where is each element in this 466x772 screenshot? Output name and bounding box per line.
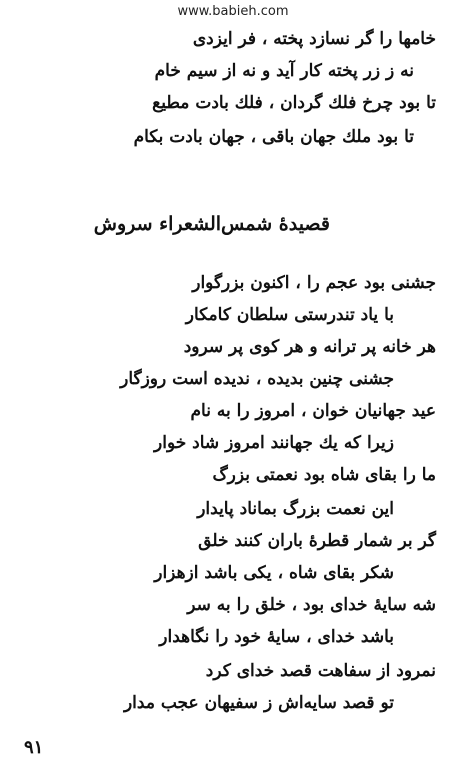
poem-line: عید جهانیان خوان ، امروز را به نام — [190, 401, 436, 421]
poem-line: ما را بقای شاه بود نعمتی بزرگ — [212, 465, 436, 485]
poem-line: نمرود از سفاهت قصد خدای کرد — [205, 661, 436, 681]
poem-line: باشد خدای ، سایهٔ خود را نگاهدار — [159, 627, 394, 647]
poem-line: این نعمت بزرگ بماناد پایدار — [197, 499, 394, 519]
poem-line: هر خانه پر ترانه و هر کوی پر سرود — [183, 337, 436, 357]
poem-line: نه ز زر پخته کار آید و نه از سیم خام — [154, 61, 414, 81]
poem-line: شه سایهٔ خدای بود ، خلق را به سر — [187, 595, 436, 615]
section-title: قصيدهٔ شمس‌الشعراء سروش — [93, 213, 330, 235]
poem-line: جشنی چنین بدیده ، ندیده است روزگار — [120, 369, 394, 389]
poem-line: گر بر شمار قطرهٔ باران کنند خلق — [198, 531, 436, 551]
page-number: ۹۱ — [24, 737, 44, 758]
poem-line: جشنی بود عجم را ، اکنون بزرگوار — [192, 273, 436, 293]
poem-line: زیرا که یك جهانند امروز شاد خوار — [154, 433, 394, 453]
poem-line: تا بود ملك جهان باقی ، جهان بادت بكام — [133, 127, 414, 147]
poem-line: تو قصد سایه‌اش ز سفیهان عجب مدار — [123, 693, 394, 713]
poem-line: با یاد تندرستی سلطان کامکار — [185, 305, 394, 325]
website-watermark: www.babieh.com — [177, 4, 289, 19]
poem-line: خامها را گر نسازد پخته ، فر ایزدی — [192, 29, 436, 49]
poem-line: تا بود چرخ فلك گردان ، فلك بادت مطیع — [152, 93, 436, 113]
poem-line: شکر بقای شاه ، یکی باشد ازهزار — [154, 563, 394, 583]
